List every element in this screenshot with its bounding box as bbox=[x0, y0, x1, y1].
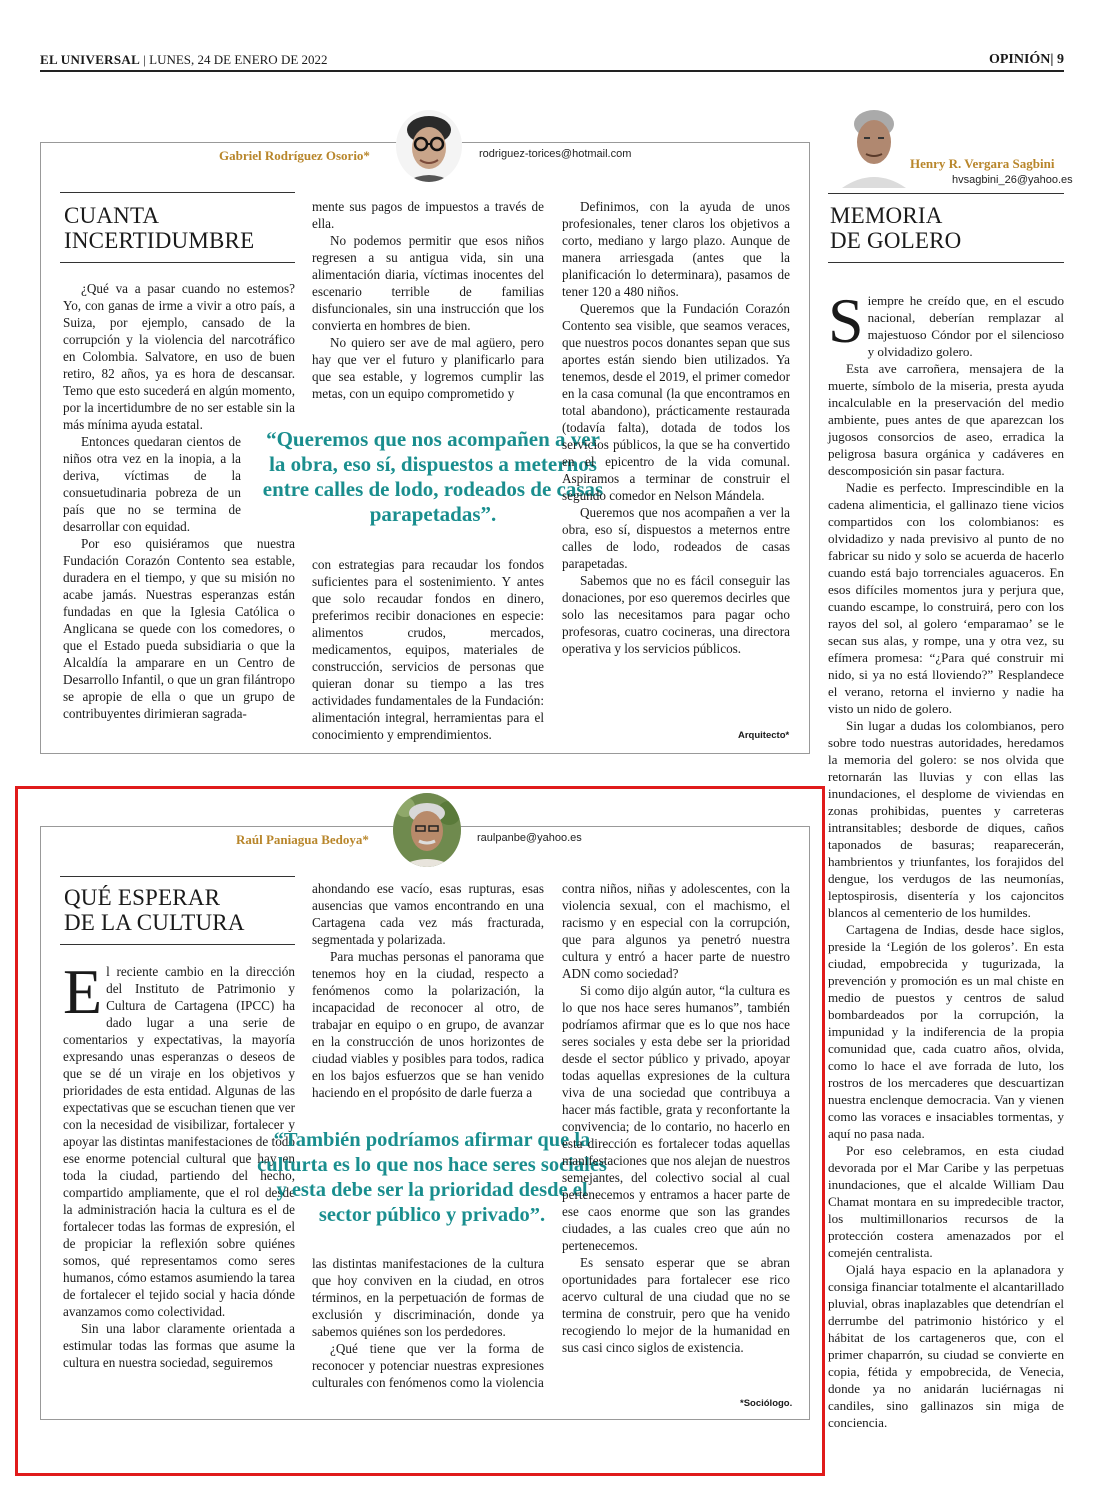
headline-2-line2: DE LA CULTURA bbox=[64, 910, 245, 935]
headline-rule-3b bbox=[828, 262, 1064, 263]
article1-col1 bbox=[63, 280, 295, 740]
author-photo-1 bbox=[396, 110, 462, 182]
paragraph: mente sus pagos de impuestos a través de ella. bbox=[312, 199, 544, 231]
signoff-2: *Sociólogo. bbox=[740, 1398, 793, 1409]
paragraph: Queremos que la Fundación Corazón Contento sea visible, que seamos veraces, que nuestros pocos donantes sepan que sus aportes están siendo bien utilizados. Ya tenemos, desde el 2019, el primer comedor en la casa comunal (la que encontramos en total abandono), prácticamente restaurada (todavía falta), dotada de todos los servicios públicos, la que se ha convertido en el epicentro de la vida comunal. Aspiramos a terminar de construir el segundo comedor en Nelson Mándela. bbox=[562, 301, 790, 503]
paragraph: contra niños, niñas y adolescentes, con la violencia sexual, con el machismo, el racismo y en especial con la corrupción, que para algunos ya penetró nuestra cultura y entró a hacer parte de nuestro ADN como sociedad? bbox=[562, 881, 790, 981]
headline-rule-1b bbox=[60, 262, 295, 263]
paragraph: ¿Qué tiene que ver la forma de reconocer y potenciar nuestras expresiones culturales con fenómenos como la violencia bbox=[312, 1341, 544, 1390]
portrait-icon bbox=[396, 110, 462, 182]
article1-col2-bottom bbox=[312, 556, 544, 743]
article1-col3 bbox=[562, 198, 790, 657]
headline-3-line1: MEMORIA bbox=[830, 203, 943, 228]
paragraph: con estrategias para recaudar los fondos suficientes para el sostenimiento. Y antes que solo recaudar fondos en dinero, preferimos recibir donaciones en especie: alimentos crudos, mercados, medicamentos, equipos, materiales de construcción, servicios de personas que quieran donar su tiempo a las tres actividades fundamentales de la Fundación: alimentación integral, herramientas para el conocimiento y emprendimientos. bbox=[312, 557, 544, 742]
portrait-icon bbox=[393, 793, 461, 867]
publication-date: | LUNES, 24 DE ENERO DE 2022 bbox=[143, 52, 328, 67]
author-photo-2 bbox=[393, 793, 461, 867]
section-label: OPINIÓN| 9 bbox=[988, 52, 1064, 67]
article1-col2-top bbox=[312, 198, 544, 402]
dropcap: S bbox=[828, 285, 864, 356]
author-name-3: Henry R. Vergara Sagbini bbox=[910, 156, 1055, 171]
author-email-2: raulpanbe@yahoo.es bbox=[473, 832, 586, 844]
paragraph: ¿Qué va a pasar cuando no estemos? Yo, con ganas de irme a vivir a otro país, a Suiza, por ejemplo, cansado de la corrupción y la violencia del narcotráfico en Colombia. Salvatore, en uso de buen retiro, 82 años, ya es hora de descansar. Temo que esto sucederá en algún momento, por la incertidumbre de no ser estable sin la más mínima ayuda estatal. bbox=[63, 281, 295, 432]
pull-quote-1: “Queremos que nos acompañen a ver la obra, eso sí, dispuestos a meternos entre calles de lodo, rodeados de casas parapetadas”. bbox=[262, 427, 604, 526]
paragraph-text: iempre he creído que, en el escudo nacional, deberían remplazar al majestuoso Cóndor por el silencioso y olvidadizo golero. bbox=[867, 293, 1064, 359]
article2-col3 bbox=[562, 880, 790, 1356]
paper-name: EL UNIVERSAL bbox=[40, 52, 141, 67]
paragraph: Sabemos que no es fácil conseguir las donaciones, por eso queremos decirles que solo las necesitamos para pagar ocho profesoras, cuatro cocineras, una directora operativa y los servicios públicos. bbox=[562, 573, 790, 656]
paragraph: Para muchas personas el panorama que tenemos hoy en la ciudad, respecto a fenómenos como la polarización, la incapacidad de reconocer al otro, de trabajar en equipo o en grupo, de avanzar en la construcción de unos horizontes de ciudad viables y posibles para todos, radica en los bajos esfuerzos que se han venido haciendo en el propósito de darle fuerza a bbox=[312, 949, 544, 1100]
headline-rule-2b bbox=[60, 944, 295, 945]
dropcap: E bbox=[63, 956, 103, 1027]
paragraph: Por eso celebramos, en esta ciudad devorada por el Mar Caribe y las perpetuas inundaciones, que el alcalde William Dau Chamat montara en su impredecible tractor, los multimillonarios recursos de la protección costera amenazados por el comején centralista. bbox=[828, 1143, 1064, 1260]
paragraph: Definimos, con la ayuda de unos profesionales, tener claros los objetivos a corto, mediano y largo plazo. Aunque de manera arriesgada (antes que la planificación lo determinara), pasamos de tener 120 a 480 niños. bbox=[562, 199, 790, 299]
author-photo-3 bbox=[838, 100, 910, 188]
headline-2 bbox=[64, 885, 294, 935]
paragraph: Si como dijo algún autor, “la cultura es lo que nos hace seres humanos”, también podríamos afirmar que es lo que nos hace seres sociales y esta debe ser la prioridad desde el sector público y privado, apoyar todas aquellas expresiones de la cultura viva de una sociedad que contribuya a hacer más factible, grata y reconfortante la convivencia; de lo contario, no hacerlo en esta dirección es fortalecer todas aquellas manifestaciones que nos alejan de nuestros semejantes, del colectivo social al cual pertenecemos y entramos a hacer parte de ese caos enorme que son las grandes ciudades, a las cuales creo que aún no pertenecemos. bbox=[562, 983, 790, 1253]
paragraph: Ojalá haya espacio en la aplanadora y consiga financiar totalmente el alcantarillado pluvial, obras inaplazables que detendrían el derrumbe del patrimonio histórico y el hábitat de los cartageneros que, con el primer chaparrón, su ciudad se convierte en copia, fétida y empobrecida, de Venecia, donde ya no anidarán luciérnagas ni candiles, sino gallinazos sin miga de conciencia. bbox=[828, 1262, 1064, 1430]
headline-rule-3 bbox=[828, 193, 1064, 194]
paragraph: Queremos que nos acompañen a ver la obra, eso sí, dispuestos a meternos entre calles de lodo, rodeados de casas parapetadas. bbox=[562, 505, 790, 571]
author-name-1: Gabriel Rodríguez Osorio* bbox=[215, 148, 374, 164]
article3-col bbox=[828, 285, 1064, 1431]
paragraph: Por eso quisiéramos que nuestra Fundación Corazón Contento sea estable, duradera en el tiempo, y que su misión no acabe jamás. Nuestras esperanzas están fundadas en que la Iglesia Católica o Anglicana se quede con los comedores, o que el Estado pueda subsidiaria o que la Alcaldía la amparare en un Centro de Desarrollo Infantil, o que un gran filántropo se apropie de ella o que un grupo de contribuyentes dirimieran sagrada- bbox=[63, 536, 295, 721]
author-email-3: hvsagbini_26@yahoo.es bbox=[952, 174, 1073, 186]
headline-3 bbox=[830, 203, 1060, 253]
author-name-2: Raúl Paniagua Bedoya* bbox=[232, 832, 373, 848]
pull-quote-2: “También podríamos afirmar que la culturta es lo que nos hace seres sociales y esta debe ser la prioridad desde el sector público y privado”. bbox=[257, 1129, 607, 1226]
paragraph-text: l reciente cambio en la dirección del Instituto de Patrimonio y Cultura de Cartagena (IPCC) ha dado lugar a una serie de comentarios y expectativas, la mayoría expresando unas esperanzas o deseos de que se dé un viraje en los objetivos y prioridades de esta entidad. Algunas de las expectativas que se escuchan tienen que ver con la necesidad de visibilizar, fortalecer y apoyar las distintas manifestaciones de todo ese enorme potencial cultural que hay en toda la ciudad, partiendo del hecho, compartido ampliamente, que el rol desde la administración hacia la cultura es el de fortalecer todas las formas de expresión, el de propiciar la reflexión sobre quiénes somos, qué representamos como seres humanos, cómo estamos asumiendo la tarea de fortalecer el tejido social y hacia dónde avanzamos como colectividad. bbox=[63, 964, 295, 1319]
paragraph: Entonces quedaran cientos de niños otra vez en la inopia, a la deriva, víctimas de la consuetudinaria pobreza de un país que no se termina de desarrollar con equidad. bbox=[63, 434, 241, 534]
page-header bbox=[40, 50, 1064, 72]
headline-1-line2: INCERTIDUMBRE bbox=[64, 228, 255, 253]
article2-col2-bottom bbox=[312, 1255, 544, 1391]
paragraph: No quiero ser ave de mal agüero, pero hay que ver el futuro y planificarlo para que sea estable, y logremos cumplir las metas, con un equipo comprometido y bbox=[312, 335, 544, 401]
paragraph: Cartagena de Indias, desde hace siglos, preside la ‘Legión de los goleros’. En esta ciudad, empobrecida y tugurizada, la prevención y promoción es un mal chiste en medio de puestos y centros de salud bombardeados por la corrupción, la impunidad y la indiferencia de la propia comunidad que, cada cuatro años, olvida, como lo hace el ave forrada de luto, los rostros de los mercaderes que descuartizan nuestra enclenque democracia. Van y vienen como las voraces e insaciables tormentas, y aquí no pasa nada. bbox=[828, 922, 1064, 1141]
portrait-icon bbox=[838, 100, 910, 188]
paragraph: las distintas manifestaciones de la cultura que hoy conviven en la ciudad, en otros términos, en la perpetuación de formas de exclusión y discriminación, donde ya sabemos quiénes son los perdedores. bbox=[312, 1256, 544, 1339]
paragraph: Nadie es perfecto. Imprescindible en la cadena alimenticia, el gallinazo tiene vicios compartidos con los colombianos: es olvidadizo y nada previsivo al punto de no fabricar su nido y solo se acuerda de hacerlo cuando está bajo torrenciales aguaceros. En esos difíciles momentos jura y perjura que, cuando escampe, lo construirá, pero con los rayos del sol, al golero ‘emparamao’ se le secan sus alas, y rompe, una y otra vez, su efímera promesa: “¿Para qué construir mi nido, si ya no está lloviendo?” Resplandece el verano, retorna el invierno y nadie ha visto un nido de golero. bbox=[828, 480, 1064, 716]
headline-3-line2: DE GOLERO bbox=[830, 228, 962, 253]
author-email-1: rodriguez-torices@hotmail.com bbox=[475, 148, 635, 160]
article2-col2-top bbox=[312, 880, 544, 1101]
headline-1 bbox=[64, 203, 294, 253]
paragraph: Sin lugar a dudas los colombianos, pero sobre todo nuestras autoridades, heredamos la memoria del golero: se nos olvida que retornarán las lluvias y con ellas las inundaciones, el desplome de viviendas en zonas prohibidas, puentes y carreteras intransitables; desborde de diques, caños taponados de basuras; reaparecerán, hambrientos y triunfantes, los forajidos del dengue, los verdugos de las neumonías, leptospirosis, disentería y los cajoncitos blancos al cementerio de los humildes. bbox=[828, 718, 1064, 920]
masthead bbox=[40, 52, 328, 68]
headline-2-line1: QUÉ ESPERAR bbox=[64, 885, 221, 910]
paragraph bbox=[828, 285, 1064, 360]
headline-rule-1 bbox=[60, 192, 295, 193]
headline-rule-2 bbox=[60, 876, 295, 877]
paragraph: No podemos permitir que esos niños regresen a su antigua vida, sin una alimentación diaria, víctimas inocentes del escenario terrible de familias disfuncionales, sin una instrucción que los convierta en hombres de bien. bbox=[312, 233, 544, 333]
paragraph: ahondando ese vacío, esas rupturas, esas ausencias que vamos encontrando en una Cartagena cada vez más fracturada, segmentada y polarizada. bbox=[312, 881, 544, 947]
paragraph: Es sensato esperar que se abran oportunidades para fortalecer ese rico acervo cultural de una ciudad que no se termina de construir, pero que ha venido recogiendo lo mejor de la humanidad en sus casi cinco siglos de existencia. bbox=[562, 1255, 790, 1355]
headline-1-line1: CUANTA bbox=[64, 203, 160, 228]
paragraph: Esta ave carroñera, mensajera de la muerte, símbolo de la miseria, presta ayuda incalculable en la preservación del medio ambiente, pues antes de que aparezcan los jugosos consorcios de aseo, erradica la peligrosa basura orgánica y cadáveres en descomposición sin pasar factura. bbox=[828, 361, 1064, 478]
paragraph: Sin una labor claramente orientada a estimular todas las formas que asume la cultura en nuestra sociedad, seguiremos bbox=[63, 1321, 295, 1370]
signoff-1: Arquitecto* bbox=[738, 730, 790, 741]
